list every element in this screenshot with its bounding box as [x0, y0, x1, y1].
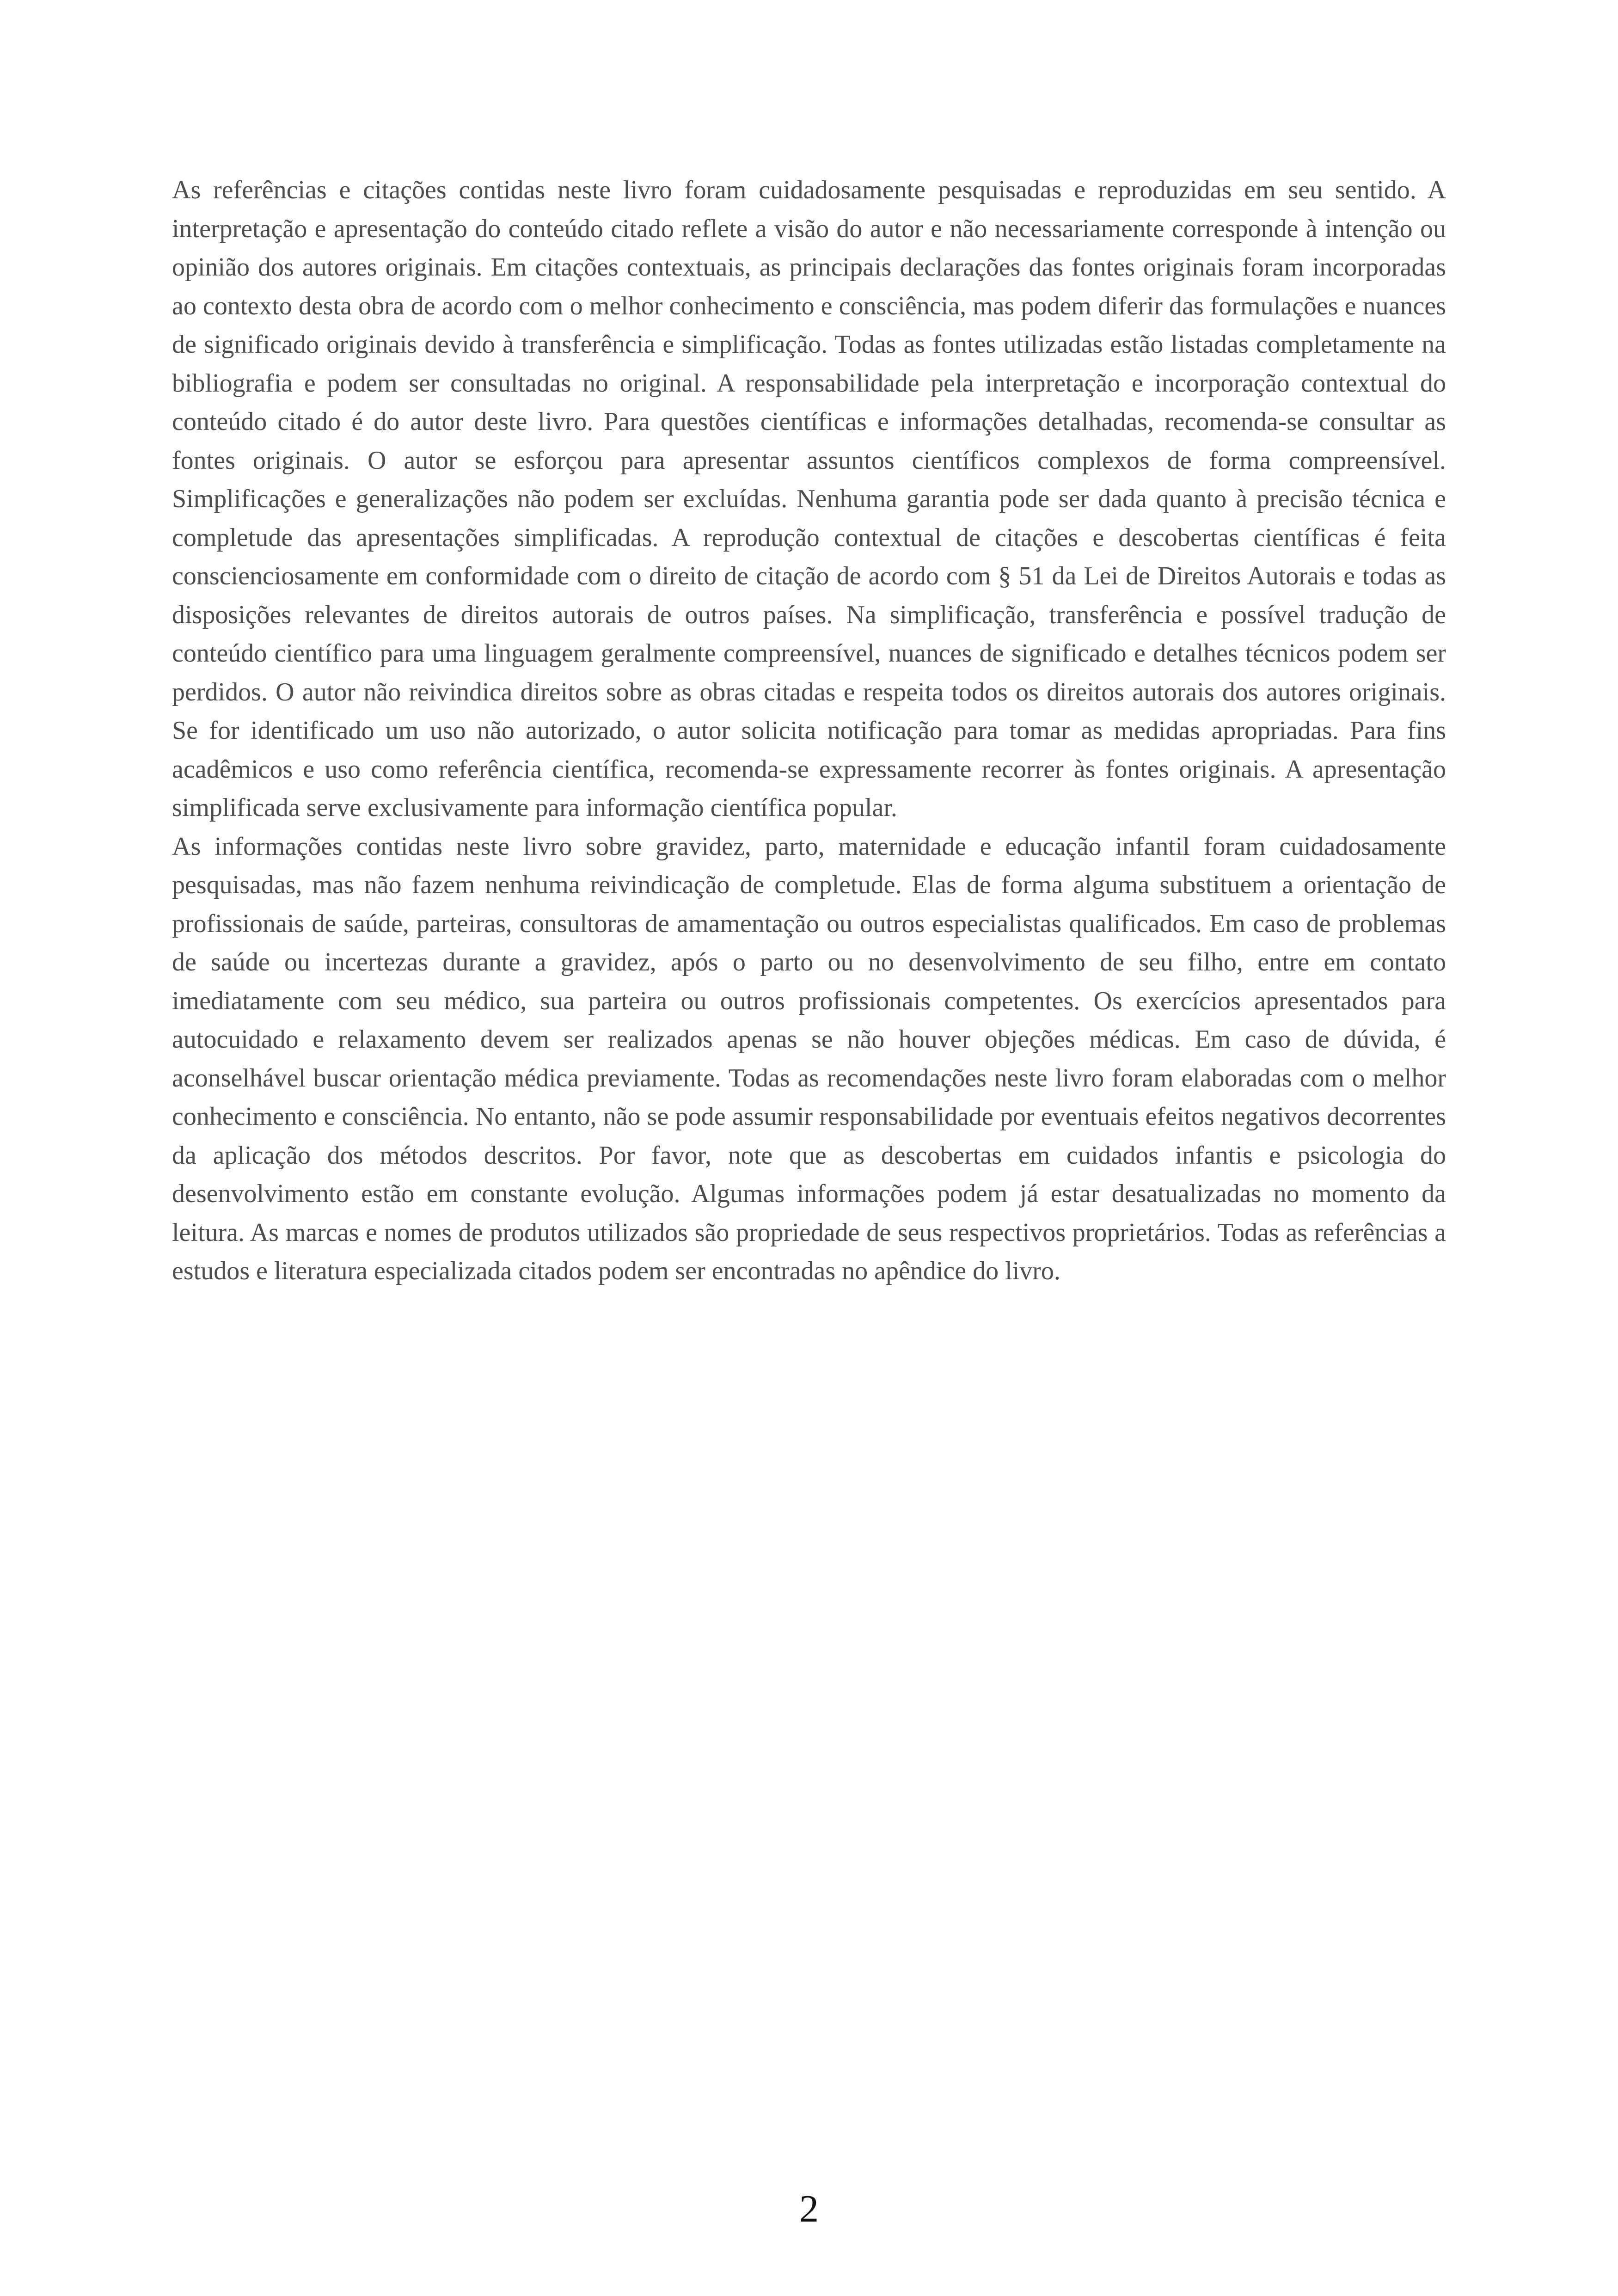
paragraph-health-disclaimer: As informações contidas neste livro sobre gravidez, parto, maternidade e educação infantil foram cuidadosamente pesquisadas, mas não fazem nenhuma reivindicação de completude. Elas de forma alguma substituem a orientação de profissionais de saúde, parteiras, consultoras de amamentação ou outros especialistas qualificados. Em caso de problemas de saúde ou incertezas durante a gravidez, após o parto ou no desenvolvimento de seu filho, entre em contato imediatamente com seu médico, sua parteira ou outros profissionais competentes. Os exercícios apresentados para autocuidado e relaxamento devem ser realizados apenas se não houver objeções médicas. Em caso de dúvida, é aconselhável buscar orientação médica previamente. Todas as recomendações neste livro foram elaboradas com o melhor conhecimento e consciência. No entanto, não se pode assumir responsabilidade por eventuais efeitos negativos decorrentes da aplicação dos métodos descritos. Por favor, note que as descobertas em cuidados infantis e psicologia do desenvolvimento estão em constante evolução. Algumas informações podem já estar desatualizadas no momento da leitura. As marcas e nomes de produtos utilizados são propriedade de seus respectivos proprietários. Todas as referências a estudos e literatura especializada citados podem ser encontradas no apêndice do livro. [172, 832, 1446, 1285]
paragraph-citations-disclaimer: As referências e citações contidas neste livro foram cuidadosamente pesquisadas e reproduzidas em seu sentido. A interpretação e apresentação do conteúdo citado reflete a visão do autor e não necessariamente corresponde à intenção ou opinião dos autores originais. Em citações contextuais, as principais declarações das fontes originais foram incorporadas ao contexto desta obra de acordo com o melhor conhecimento e consciência, mas podem diferir das formulações e nuances de significado originais devido à transferência e simplificação. Todas as fontes utilizadas estão listadas completamente na bibliografia e podem ser consultadas no original. A responsabilidade pela interpretação e incorporação contextual do conteúdo citado é do autor deste livro. Para questões científicas e informações detalhadas, recomenda-se consultar as fontes originais. O autor se esforçou para apresentar assuntos científicos complexos de forma compreensível. Simplificações e generalizações não podem ser excluídas. Nenhuma garantia pode ser dada quanto à precisão técnica e completude das apresentações simplificadas. A reprodução contextual de citações e descobertas científicas é feita conscienciosamente em conformidade com o direito de citação de acordo com § 51 da Lei de Direitos Autorais e todas as disposições relevantes de direitos autorais de outros países. Na simplificação, transferência e possível tradução de conteúdo científico para uma linguagem geralmente compreensível, nuances de significado e detalhes técnicos podem ser perdidos. O autor não reivindica direitos sobre as obras citadas e respeita todos os direitos autorais dos autores originais. Se for identificado um uso não autorizado, o autor solicita notificação para tomar as medidas apropriadas. Para fins acadêmicos e uso como referência científica, recomenda-se expressamente recorrer às fontes originais. A apresentação simplificada serve exclusivamente para informação científica popular. [172, 176, 1446, 822]
page-number: 2 [799, 2187, 819, 2230]
body-text [172, 171, 1446, 1291]
